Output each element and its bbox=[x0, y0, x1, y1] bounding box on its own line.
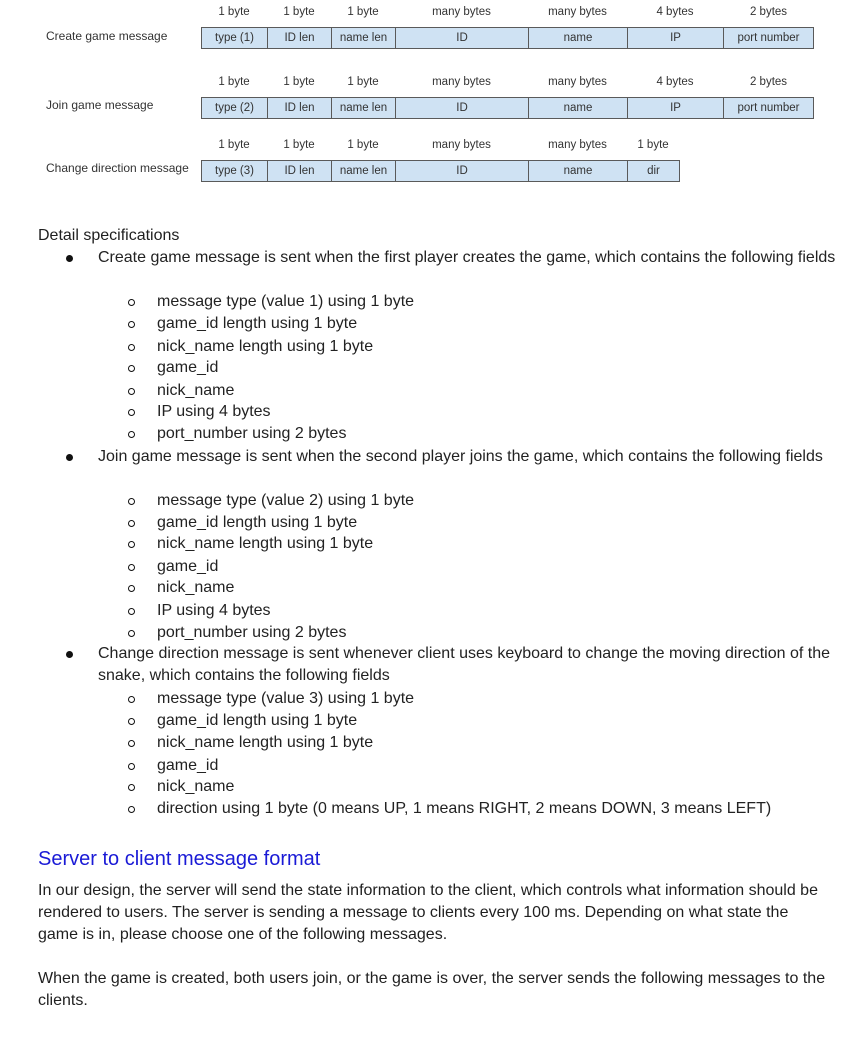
field-ip: IP bbox=[627, 27, 724, 49]
size-label: 1 byte bbox=[347, 76, 379, 88]
circle-bullet-icon bbox=[128, 784, 135, 791]
section-heading: Server to client message format bbox=[38, 848, 321, 870]
circle-bullet-icon bbox=[128, 344, 135, 351]
field-name: name bbox=[528, 160, 628, 182]
circle-bullet-icon bbox=[128, 630, 135, 637]
bullet-text: Create game message is sent when the first player creates the game, which contains the following fields bbox=[98, 249, 836, 266]
circle-bullet-icon bbox=[128, 299, 135, 306]
size-label: many bytes bbox=[548, 76, 607, 88]
field-name: name bbox=[528, 97, 628, 119]
bullet-dot-icon bbox=[66, 651, 73, 658]
size-label: many bytes bbox=[548, 6, 607, 18]
size-label: many bytes bbox=[548, 139, 607, 151]
paragraph: When the game is created, both users join, or the game is over, the server sends the following messages to the clients. bbox=[38, 970, 826, 1009]
field-port: port number bbox=[723, 97, 814, 119]
row-label: Change direction message bbox=[46, 161, 189, 175]
circle-bullet-icon bbox=[128, 541, 135, 548]
size-label: 1 byte bbox=[283, 6, 315, 18]
paragraph: In our design, the server will send the state information to the client, which controls what information should be rendered to users. The server is sending a message to clients every 100 ms. Depending on what state the game is in, please choose one of the following messages. bbox=[38, 882, 818, 943]
circle-bullet-icon bbox=[128, 388, 135, 395]
row-label: Create game message bbox=[46, 29, 168, 43]
circle-bullet-icon bbox=[128, 321, 135, 328]
field-id: ID bbox=[395, 97, 529, 119]
size-label: 4 bytes bbox=[656, 76, 694, 88]
field-name-len: name len bbox=[331, 160, 396, 182]
bullet-text: Change direction message is sent whenever client uses keyboard to change the moving direction of the snake, which contains the following fields bbox=[98, 645, 830, 684]
size-label: many bytes bbox=[432, 76, 491, 88]
bullet-dot-icon bbox=[66, 454, 73, 461]
field-ip: IP bbox=[627, 97, 724, 119]
circle-bullet-icon bbox=[128, 696, 135, 703]
size-label: 4 bytes bbox=[656, 6, 694, 18]
field-id-len: ID len bbox=[267, 97, 332, 119]
circle-bullet-icon bbox=[128, 585, 135, 592]
row-label: Join game message bbox=[46, 98, 154, 112]
circle-bullet-icon bbox=[128, 608, 135, 615]
field-id-len: ID len bbox=[267, 160, 332, 182]
circle-bullet-icon bbox=[128, 520, 135, 527]
field-port: port number bbox=[723, 27, 814, 49]
circle-bullet-icon bbox=[128, 740, 135, 747]
circle-bullet-icon bbox=[128, 409, 135, 416]
field-type: type (1) bbox=[201, 27, 268, 49]
size-label: many bytes bbox=[432, 139, 491, 151]
circle-bullet-icon bbox=[128, 564, 135, 571]
field-dir: dir bbox=[627, 160, 680, 182]
field-name: name bbox=[528, 27, 628, 49]
size-label: 1 byte bbox=[218, 76, 250, 88]
message-format-diagram bbox=[0, 0, 864, 190]
field-type: type (3) bbox=[201, 160, 268, 182]
field-id: ID bbox=[395, 160, 529, 182]
circle-bullet-icon bbox=[128, 763, 135, 770]
circle-bullet-icon bbox=[128, 806, 135, 813]
size-label: many bytes bbox=[432, 6, 491, 18]
field-id-len: ID len bbox=[267, 27, 332, 49]
field-type: type (2) bbox=[201, 97, 268, 119]
field-name-len: name len bbox=[331, 97, 396, 119]
size-label: 1 byte bbox=[347, 139, 379, 151]
size-label: 1 byte bbox=[218, 6, 250, 18]
size-label: 2 bytes bbox=[749, 6, 788, 18]
size-label: 1 byte bbox=[637, 139, 669, 151]
size-label: 1 byte bbox=[218, 139, 250, 151]
field-name-len: name len bbox=[331, 27, 396, 49]
size-label: 2 bytes bbox=[749, 76, 788, 88]
details-title: Detail specifications bbox=[38, 227, 180, 244]
circle-bullet-icon bbox=[128, 718, 135, 725]
bullet-dot-icon bbox=[66, 255, 73, 262]
size-label: 1 byte bbox=[283, 139, 315, 151]
circle-bullet-icon bbox=[128, 431, 135, 438]
circle-bullet-icon bbox=[128, 365, 135, 372]
bullet-text: Join game message is sent when the second player joins the game, which contains the following fields bbox=[98, 448, 823, 465]
size-label: 1 byte bbox=[347, 6, 379, 18]
size-label: 1 byte bbox=[283, 76, 315, 88]
circle-bullet-icon bbox=[128, 498, 135, 505]
field-id: ID bbox=[395, 27, 529, 49]
